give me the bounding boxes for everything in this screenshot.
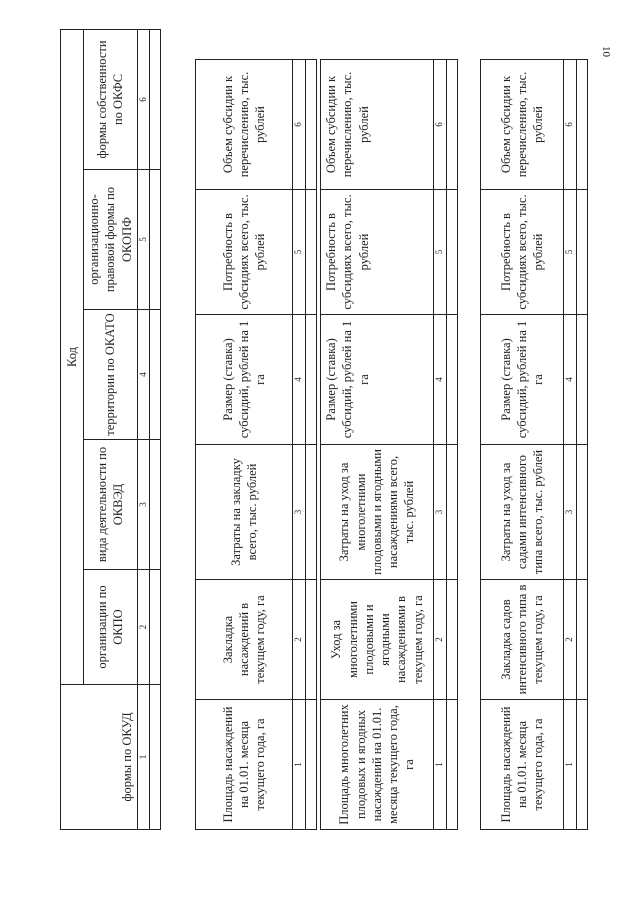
table-a-num: 6 <box>293 60 306 190</box>
table-c-num: 2 <box>564 580 577 700</box>
table-a-input-cell[interactable] <box>305 445 316 580</box>
codes-blank-cell[interactable] <box>150 29 161 169</box>
table-c-header: Закладка садов интенсивного типа в текущем году, га <box>481 580 564 700</box>
codes-table <box>60 29 161 830</box>
codes-blank-cell[interactable] <box>150 440 161 570</box>
codes-header-okopf: организационно-правовой формы по ОКОПФ <box>84 170 138 310</box>
table-c-num: 1 <box>564 700 577 830</box>
table-b-num: 1 <box>434 700 447 830</box>
table-b-header: Затраты на уход за многолетними плодовыми и ягодными насаждениями всего, тыс. рублей <box>321 445 434 580</box>
table-a-num: 1 <box>293 700 306 830</box>
table-b-input-cell[interactable] <box>446 60 457 190</box>
codes-header-okved: вида деятельности по ОКВЭД <box>84 440 138 570</box>
codes-header-okud: формы по ОКУД <box>61 685 138 830</box>
table-a-input-cell[interactable] <box>305 60 316 190</box>
table-b-num: 5 <box>434 190 447 315</box>
rotated-page <box>40 0 600 860</box>
table-c-header: Площадь насаждений на 01.01. месяца текущего года, га <box>481 700 564 830</box>
table-c-num: 5 <box>564 190 577 315</box>
codes-kod-label: Код <box>61 29 84 684</box>
table-c-num: 6 <box>564 60 577 190</box>
codes-num: 1 <box>137 685 150 830</box>
table-a-num: 2 <box>293 580 306 700</box>
table-b-num: 4 <box>434 315 447 445</box>
table-c-header: Объем субсидии к перечислению, тыс. рублей <box>481 60 564 190</box>
table-a-num: 4 <box>293 315 306 445</box>
table-a-header: Размер (ставка) субсидий, рублей на 1 га <box>196 315 293 445</box>
codes-num: 4 <box>137 310 150 440</box>
table-a-header: Объем субсидии к перечислению, тыс. рублей <box>196 60 293 190</box>
table-c-num: 4 <box>564 315 577 445</box>
table-c-input-cell[interactable] <box>576 445 587 580</box>
table-b-header: Потребность в субсидиях всего, тыс. рублей <box>321 190 434 315</box>
table-a-input-cell[interactable] <box>305 700 316 830</box>
codes-num: 2 <box>137 570 150 685</box>
table-a-num: 3 <box>293 445 306 580</box>
codes-blank-cell[interactable] <box>150 570 161 685</box>
codes-blank-cell[interactable] <box>150 685 161 830</box>
table-c-input-cell[interactable] <box>576 700 587 830</box>
table-c-header: Затраты на уход за садами интенсивного типа всего, тыс. рублей <box>481 445 564 580</box>
subsidy-table-care <box>320 59 458 830</box>
table-c-header: Размер (ставка) субсидий, рублей на 1 га <box>481 315 564 445</box>
codes-blank-cell[interactable] <box>150 170 161 310</box>
codes-header-okato: территории по ОКАТО <box>84 310 138 440</box>
subsidy-table-planting <box>195 59 317 830</box>
codes-num: 3 <box>137 440 150 570</box>
table-a-header: Потребность в субсидиях всего, тыс. рублей <box>196 190 293 315</box>
table-b-input-cell[interactable] <box>446 315 457 445</box>
table-a-input-cell[interactable] <box>305 315 316 445</box>
table-a-header: Площадь насаждений на 01.01. месяца текущего года, га <box>196 700 293 830</box>
table-b-header: Размер (ставка) субсидий, рублей на 1 га <box>321 315 434 445</box>
codes-header-okpo: организации по ОКПО <box>84 570 138 685</box>
table-c-header: Потребность в субсидиях всего, тыс. рублей <box>481 190 564 315</box>
table-b-input-cell[interactable] <box>446 190 457 315</box>
table-b-input-cell[interactable] <box>446 445 457 580</box>
codes-blank-cell[interactable] <box>150 310 161 440</box>
subsidy-table-intensive-gardens <box>480 59 588 830</box>
table-b-header: Объем субсидии к перечислению, тыс. рублей <box>321 60 434 190</box>
table-c-input-cell[interactable] <box>576 315 587 445</box>
table-b-header: Площадь многолетних плодовых и ягодных насаждений на 01.01. месяца текущего года, га <box>321 700 434 830</box>
table-b-input-cell[interactable] <box>446 700 457 830</box>
page-number: 10 <box>600 46 612 57</box>
table-a-header: Затраты на закладку всего, тыс. рублей <box>196 445 293 580</box>
codes-num: 6 <box>137 29 150 169</box>
table-c-num: 3 <box>564 445 577 580</box>
table-a-num: 5 <box>293 190 306 315</box>
codes-header-okfs: формы собственности по ОКФС <box>84 29 138 169</box>
table-a-input-cell[interactable] <box>305 190 316 315</box>
table-a-input-cell[interactable] <box>305 580 316 700</box>
table-a-header: Закладка насаждений в текущем году, га <box>196 580 293 700</box>
table-c-input-cell[interactable] <box>576 580 587 700</box>
table-c-input-cell[interactable] <box>576 190 587 315</box>
table-b-num: 6 <box>434 60 447 190</box>
codes-num: 5 <box>137 170 150 310</box>
table-b-num: 3 <box>434 445 447 580</box>
table-b-num: 2 <box>434 580 447 700</box>
table-c-input-cell[interactable] <box>576 60 587 190</box>
table-b-input-cell[interactable] <box>446 580 457 700</box>
table-b-header: Уход за многолетними плодовыми и ягодными насаждениями в текущем году, га <box>321 580 434 700</box>
